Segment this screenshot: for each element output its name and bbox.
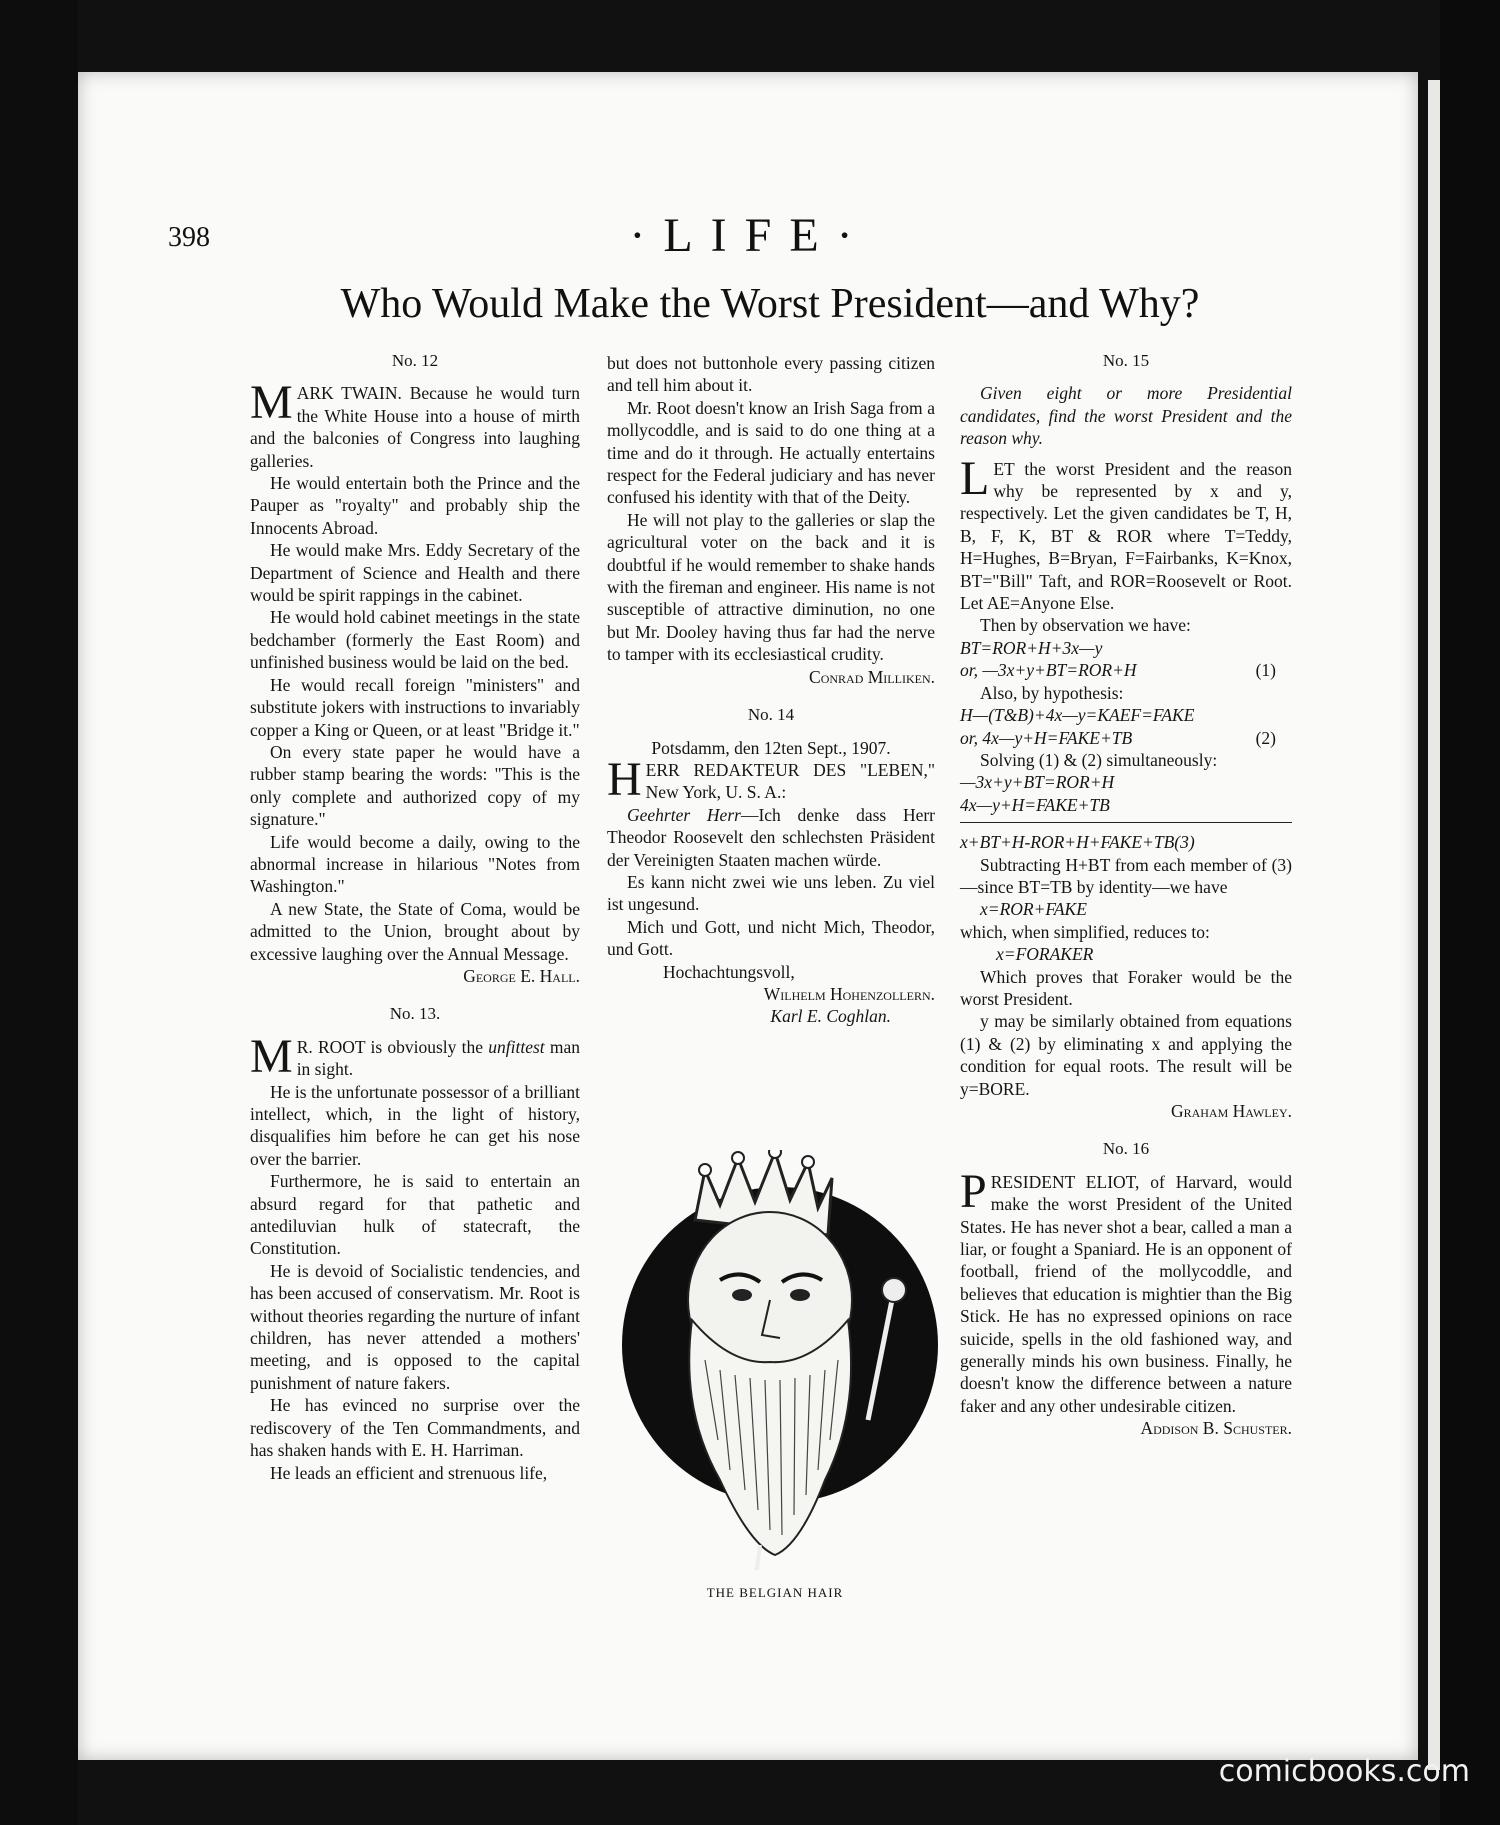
- equation: x=FORAKER: [996, 944, 1094, 965]
- column-3: [960, 350, 1292, 1440]
- scan-right-margin: [1440, 0, 1500, 1825]
- equation: —3x+y+BT=ROR+H: [960, 772, 1115, 793]
- paragraph: Mr. Root doesn't know an Irish Saga from a mollycoddle, and is said to do one thing at a time and do it through. He actually entertains respect for the Federal judiciary and has never confused his identity with that of the Deity.: [607, 397, 935, 508]
- cartoon-caption: THE BELGIAN HAIR: [706, 1585, 844, 1600]
- equation: x+BT+H-ROR+H+FAKE+TB(3): [960, 832, 1195, 853]
- equation: BT=ROR+H+3x—y: [960, 637, 1103, 658]
- problem-intro: Given eight or more Presidential candidates, find the worst President and the reason why.: [960, 383, 1292, 449]
- entry-number: No. 16: [1102, 1139, 1150, 1159]
- paragraph: but does not buttonhole every passing citizen and tell him about it.: [607, 353, 935, 396]
- paragraph: Then by observation we have:: [980, 615, 1191, 636]
- equation: or, —3x+y+BT=ROR+H: [960, 660, 1137, 681]
- paragraph-text: R. ROOT is obviously the: [296, 1036, 489, 1057]
- paragraph: [960, 1164, 1292, 1417]
- entry-number: No. 14: [747, 705, 795, 725]
- paragraph: On every state paper he would have a rubber stamp bearing the words: "This is the only complete and authorized copy of my signature.": [250, 741, 580, 830]
- next-page-edge: [1428, 80, 1440, 1770]
- scan-left-margin: [0, 0, 78, 1825]
- paragraph: He is the unfortunate possessor of a brilliant intellect, which, in the light of history, disqualifies him before he can get his nose over the barrier.: [250, 1081, 580, 1169]
- signature-secondary: Karl E. Coghlan.: [770, 1006, 891, 1027]
- paragraph: He leads an efficient and strenuous life,: [270, 1462, 548, 1483]
- dateline: Potsdamm, den 12ten Sept., 1907.: [651, 737, 891, 758]
- salutation: Geehrter Herr: [627, 804, 741, 825]
- column-1: [250, 350, 580, 1484]
- watermark: comicbooks.com: [1218, 1754, 1470, 1789]
- drop-cap: L: [960, 451, 990, 505]
- signature: Conrad Milliken.: [809, 666, 935, 687]
- equation-number: (1): [1255, 660, 1276, 681]
- paragraph: Which proves that Foraker would be the worst President.: [960, 966, 1292, 1009]
- equation: 4x—y+H=FAKE+TB: [960, 794, 1110, 815]
- paragraph: y may be similarly obtained from equations (1) & (2) by eliminating x and applying the condition for equal roots. The result will be y=BORE.: [960, 1011, 1292, 1099]
- equation-row: [960, 659, 1292, 681]
- paragraph: He will not play to the galleries or slap the agricultural voter on the back and it is doubtful if he would remember to shake hands with the fireman and engineer. His name is not susceptible of attractive diminution, no one but Mr. Dooley having thus far had the nerve to tamper with its ecclesiastical crudity.: [607, 509, 935, 665]
- equation-number: (2): [1255, 727, 1276, 748]
- cartoon-illustration: [610, 1150, 940, 1570]
- entry-number: No. 12: [391, 351, 439, 370]
- paragraph-text: —Ich denke dass Herr Theodor Roosevelt den schlechsten Präsident der Vereinigten Staaten machen würde.: [607, 804, 936, 870]
- paragraph-text: ERR REDAKTEUR DES "LEBEN," New York, U. S. A.:: [645, 759, 935, 803]
- paragraph: which, when simplified, reduces to:: [960, 921, 1210, 942]
- paragraph: Subtracting H+BT from each member of (3)—since BT=TB by identity—we have: [960, 854, 1292, 897]
- headline: Who Would Make the Worst President—and Why?: [340, 281, 1200, 327]
- entry-number: No. 15: [1102, 351, 1150, 370]
- entry-number: No. 13.: [389, 1004, 441, 1024]
- paragraph: He would recall foreign "ministers" and substitute jokers with instructions to invariably copper a King or Queen, or at least "Bridge it.": [250, 674, 580, 740]
- paragraph-text: man in sight.: [296, 1036, 580, 1080]
- paragraph: He would hold cabinet meetings in the state bedchamber (formerly the East Room) and unfinished business would be laid on the bed.: [250, 607, 580, 673]
- paragraph: [250, 376, 580, 472]
- paragraph: [607, 804, 935, 871]
- paragraph: He would entertain both the Prince and the Pauper as "royalty" and probably ship the Innocents Abroad.: [250, 473, 580, 538]
- column-2: [607, 352, 935, 1028]
- paragraph-text: RESIDENT ELIOT, of Harvard, would make the worst President of the United States. He has never shot a bear, called a man a liar, or fought a Spaniard. He is an opponent of football, friend of the mollycoddle, and believes that education is mightier than the Big Stick. He has no expressed opinions on race suicide, spells in the old fashioned way, and generally minds his own business. Finally, he doesn't know the difference between a nature faker and any other undesirable citizen.: [960, 1171, 1292, 1416]
- page-number: 398: [168, 222, 210, 253]
- paragraph: Life would become a daily, owing to the abnormal increase in hilarious "Notes from Washington.": [250, 831, 580, 897]
- signature: Addison B. Schuster.: [1140, 1418, 1292, 1439]
- paragraph: Solving (1) & (2) simultaneously:: [980, 749, 1218, 770]
- equation: H—(T&B)+4x—y=KAEF=FAKE: [960, 705, 1195, 726]
- masthead: ·LIFE·: [629, 209, 871, 262]
- paragraph: A new State, the State of Coma, would be admitted to the Union, brought about by excessive laughing over the Annual Message.: [250, 898, 580, 964]
- paragraph: [960, 451, 1292, 615]
- closing: Hochachtungsvoll,: [663, 961, 795, 982]
- paragraph: Furthermore, he is said to entertain an absurd regard for that pathetic and antediluvian hulk of statecraft, the Constitution.: [250, 1171, 580, 1259]
- paragraph: [607, 752, 935, 806]
- paragraph-text: ET the worst President and the reason why be represented by x and y, respectively. Let the given candidates be T, H, B, F, K, BT & ROR where T=Teddy, H=Hughes, B=Bryan, F=Fairbanks, K=Knox, BT="Bill" Taft, and ROR=Roosevelt or Root. Let AE=Anyone Else.: [960, 458, 1292, 614]
- drop-cap: P: [960, 1164, 987, 1218]
- sum-rule: [960, 822, 1292, 823]
- paragraph: [250, 1029, 580, 1083]
- equation: x=ROR+FAKE: [980, 899, 1087, 920]
- paragraph: Mich und Gott, und nicht Mich, Theodor, und Gott.: [607, 916, 935, 960]
- signature: Wilhelm Hohenzollern.: [763, 983, 935, 1004]
- bearded-king-drawing: [610, 1150, 940, 1570]
- paragraph: He is devoid of Socialistic tendencies, and has been accused of conservatism. Mr. Root is without theories regarding the nurture of infant children, has never attended a mothers' meeting, and is opposed to the capital punishment of nature fakers.: [250, 1260, 580, 1393]
- emphasis: unfittest: [488, 1036, 545, 1057]
- paragraph: He would make Mrs. Eddy Secretary of the Department of Science and Health and there would be spirit rappings in the cabinet.: [250, 540, 580, 606]
- signature: Graham Hawley.: [1170, 1101, 1292, 1121]
- equation: or, 4x—y+H=FAKE+TB: [960, 727, 1133, 748]
- drop-cap: M: [250, 1029, 293, 1083]
- drop-cap: H: [607, 752, 642, 806]
- paragraph: Es kann nicht zwei wie uns leben. Zu viel ist ungesund.: [607, 871, 935, 915]
- signature: George E. Hall.: [463, 965, 580, 986]
- equation-row: [960, 727, 1292, 749]
- paragraph: Also, by hypothesis:: [980, 682, 1124, 703]
- paragraph: He has evinced no surprise over the rediscovery of the Ten Commandments, and has shaken hands with E. H. Harriman.: [250, 1395, 580, 1461]
- drop-cap: M: [250, 376, 293, 430]
- paragraph-text: ARK TWAIN. Because he would turn the White House into a house of mirth and the balconies of Congress into laughing galleries.: [250, 383, 580, 471]
